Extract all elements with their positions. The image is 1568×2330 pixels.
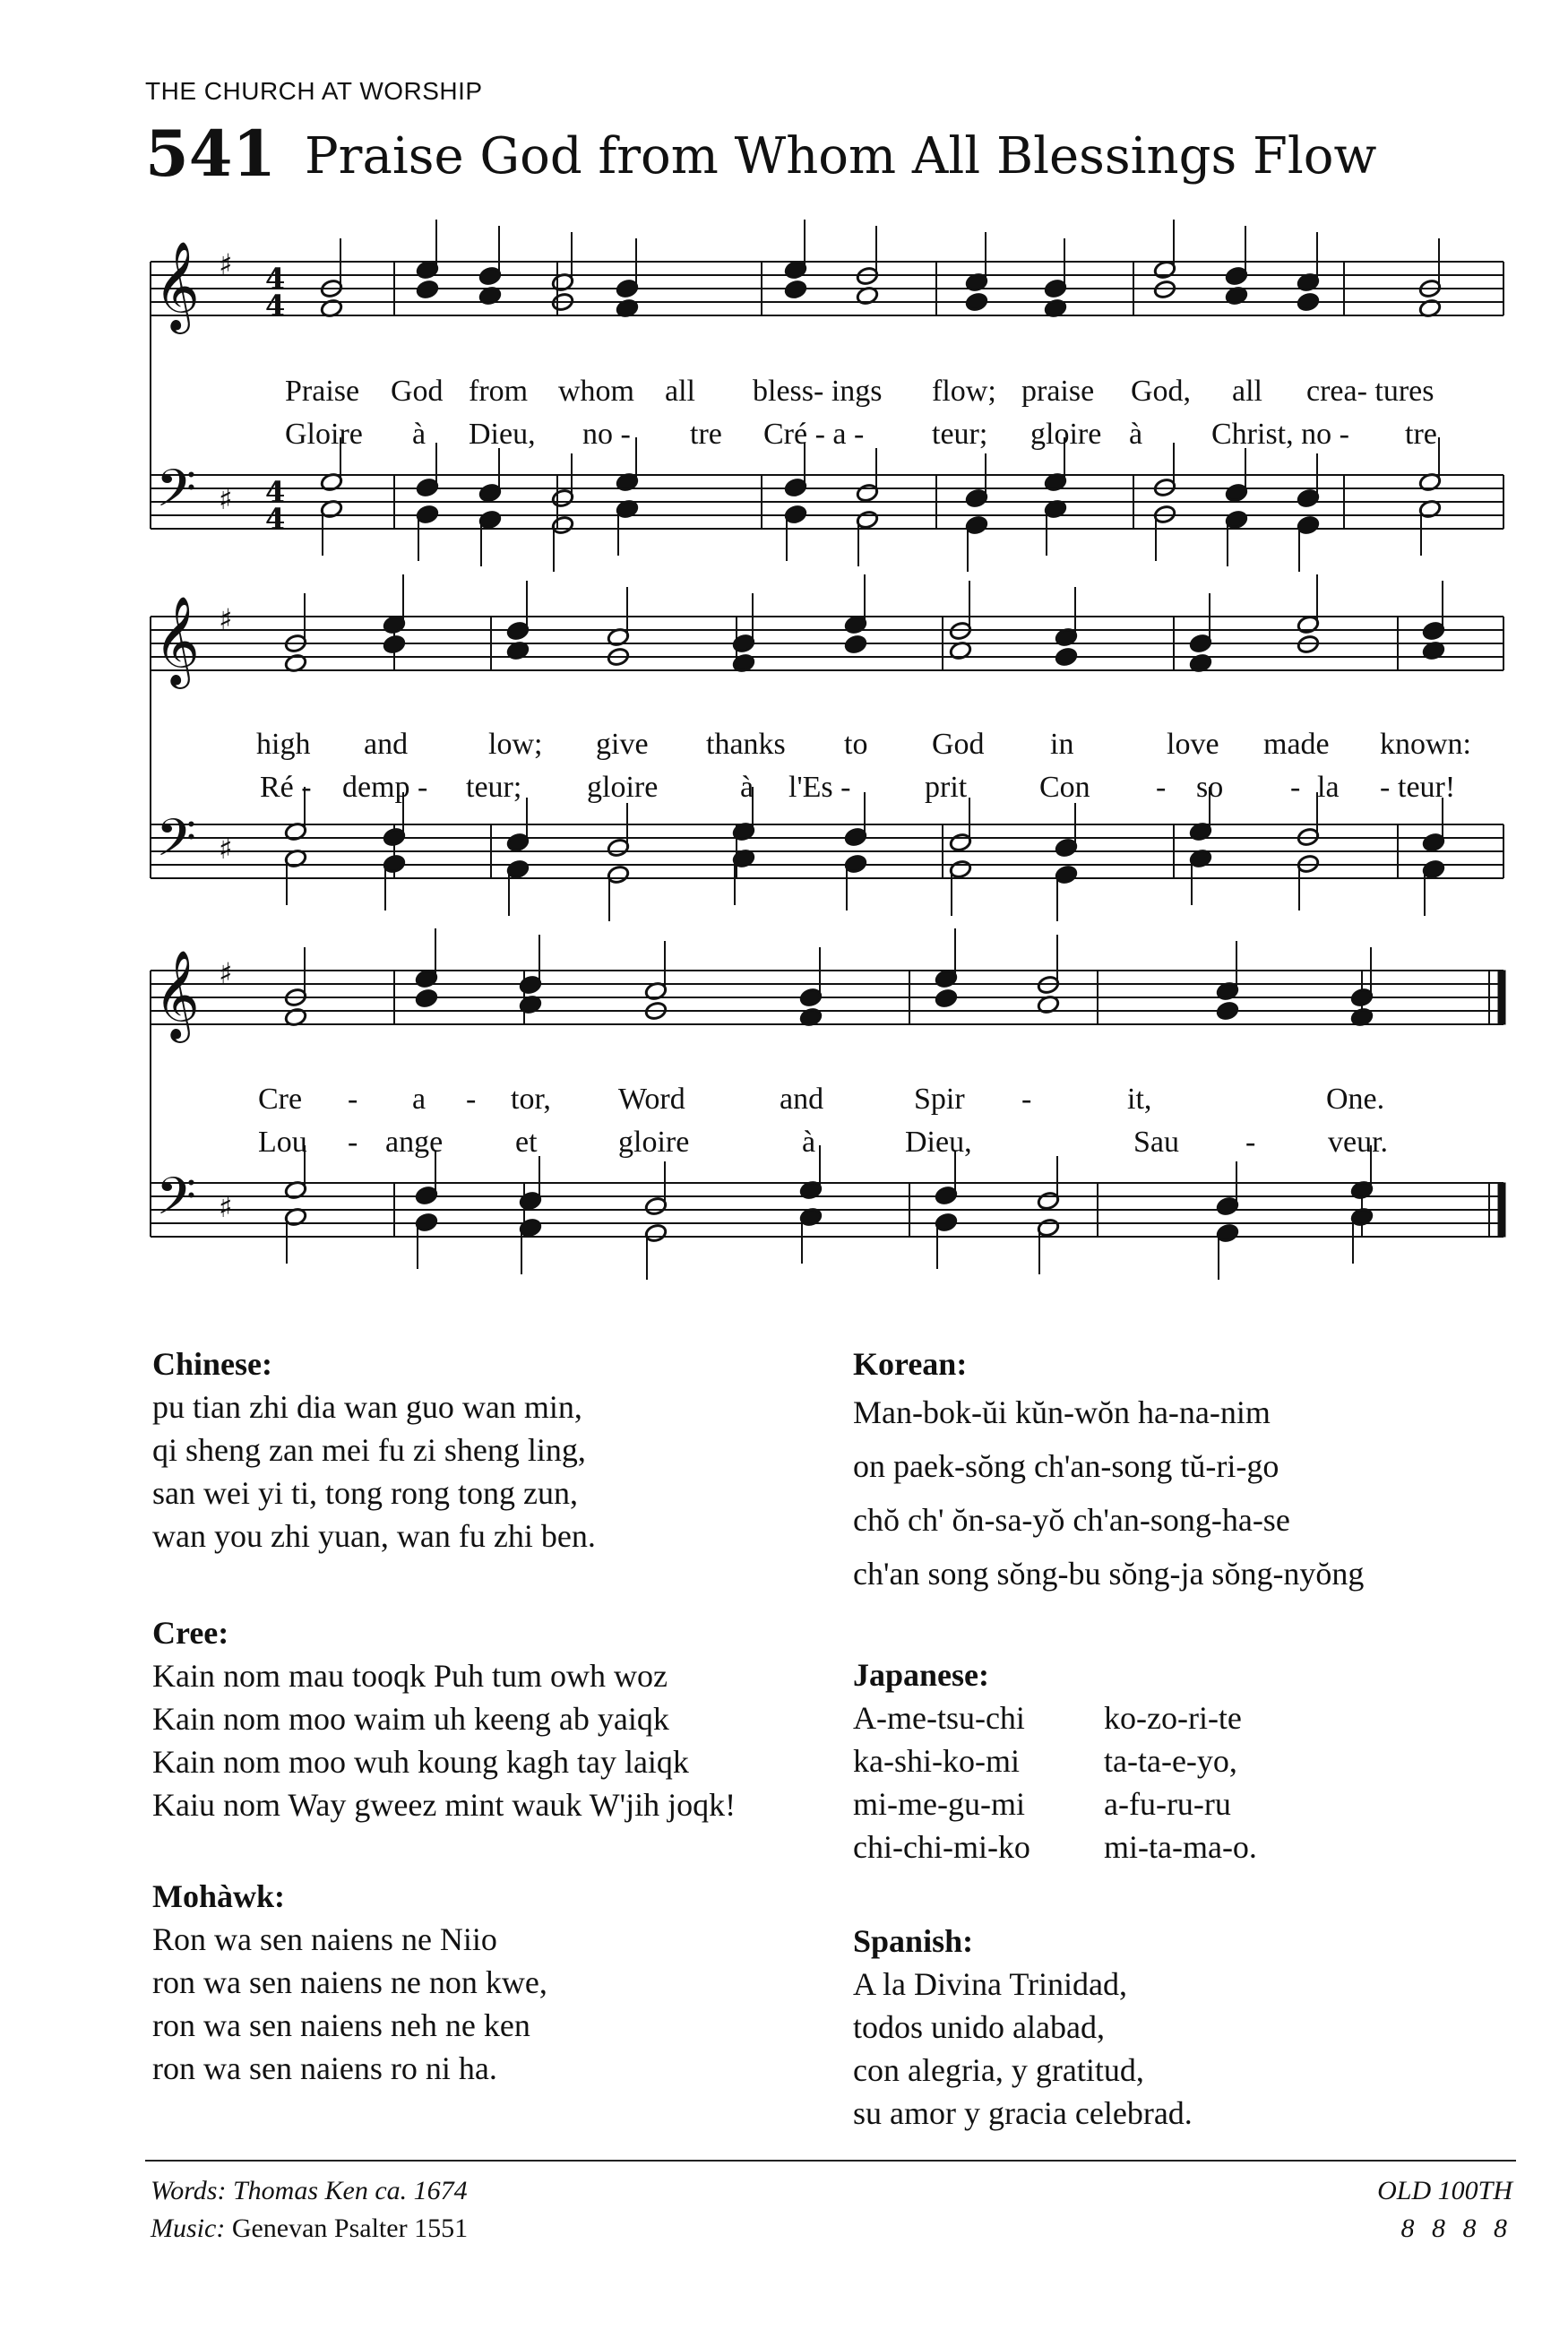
verse-line: qi sheng zan mei fu zi sheng ling, xyxy=(152,1432,586,1468)
lyric-fr: gloire xyxy=(618,1126,690,1159)
lyric-fr: so xyxy=(1196,771,1224,804)
lyric-en: love xyxy=(1167,728,1219,761)
time-sig-den: 4 xyxy=(265,289,286,323)
tune-meter: 8 8 8 8 xyxy=(1400,2214,1512,2243)
time-sig-num: 4 xyxy=(265,262,286,296)
bass-clef-icon: 𝄢 xyxy=(156,458,197,531)
verse-line: pu tian zhi dia wan guo wan min, xyxy=(152,1389,582,1425)
verse-label: Spanish: xyxy=(853,1923,974,1959)
treble-note xyxy=(383,634,406,655)
sharp-icon: ♯ xyxy=(219,1190,233,1224)
verse-line: su amor y gracia celebrad. xyxy=(853,2095,1193,2131)
treble-clef-icon: 𝄞 xyxy=(154,241,200,331)
verse-line: a-fu-ru-ru xyxy=(1104,1786,1231,1822)
verse-label: Korean: xyxy=(853,1346,968,1382)
verse-line: ka-shi-ko-mi xyxy=(853,1743,1020,1779)
lyric-fr: tre xyxy=(690,418,722,451)
bass-clef-icon: 𝄢 xyxy=(156,1166,197,1239)
treble-note xyxy=(415,988,438,1009)
verse-line: A la Divina Trinidad, xyxy=(853,1966,1128,2002)
verse-line: ron wa sen naiens neh ne ken xyxy=(152,2007,530,2043)
lyric-en: - xyxy=(348,1083,358,1116)
treble-note xyxy=(844,634,867,655)
sharp-icon: ♯ xyxy=(219,956,233,990)
lyric-fr: ange xyxy=(385,1126,444,1159)
credit-music xyxy=(151,2214,468,2244)
lyric-en: to xyxy=(844,728,868,761)
footer-rule xyxy=(145,2160,1516,2162)
verse-line: chi-chi-mi-ko xyxy=(853,1829,1030,1865)
treble-clef-icon: 𝄞 xyxy=(154,596,200,686)
hymn-title: Praise God from Whom All Blessings Flow xyxy=(305,127,1377,186)
lyric-en: bless- ings xyxy=(753,375,883,408)
lyric-fr: - xyxy=(1380,771,1391,804)
lyric-fr: à xyxy=(412,418,426,451)
lyric-en: praise xyxy=(1021,375,1095,408)
verse-chinese xyxy=(152,1342,833,1558)
lyric-en: a xyxy=(412,1083,426,1116)
verse-line: ta-ta-e-yo, xyxy=(1104,1743,1237,1779)
lyric-fr: et xyxy=(515,1126,538,1159)
lyric-en: Spir xyxy=(914,1083,965,1116)
verse-label: Cree: xyxy=(152,1615,229,1651)
lyric-fr: demp - xyxy=(342,771,428,804)
lyric-fr: Dieu, xyxy=(905,1126,972,1159)
verse-line: mi-ta-ma-o. xyxy=(1104,1829,1257,1865)
verse-line: ko-zo-ri-te xyxy=(1104,1700,1242,1736)
lyric-en: tor, xyxy=(511,1083,551,1116)
verse-line: Kain nom moo wuh koung kagh tay laiqk xyxy=(152,1744,689,1780)
treble-note xyxy=(1297,292,1320,313)
verse-line: Kain nom moo waim uh keeng ab yaiqk xyxy=(152,1701,669,1737)
lyric-en: all xyxy=(1232,375,1262,408)
lyric-en: whom xyxy=(558,375,634,408)
treble-note xyxy=(784,280,807,300)
lyric-en: made xyxy=(1263,728,1330,761)
tune-name: OLD 100TH xyxy=(1377,2176,1512,2205)
lyric-en: Word xyxy=(618,1083,685,1116)
time-sig-num: 4 xyxy=(265,475,286,509)
lyric-en: One. xyxy=(1326,1083,1385,1116)
lyric-fr: à xyxy=(802,1126,816,1159)
lyric-en: crea- tures xyxy=(1306,375,1434,408)
verse-line: on paek-sŏng ch'an-song tŭ-ri-go xyxy=(853,1448,1279,1484)
lyric-fr: gloire xyxy=(1030,418,1102,451)
verse-line: A-me-tsu-chi xyxy=(853,1700,1025,1736)
lyric-fr: teur; xyxy=(932,418,988,451)
lyric-en: - xyxy=(1021,1083,1032,1116)
lyric-fr: Gloire xyxy=(285,418,363,451)
verse-cree xyxy=(152,1611,833,1826)
sharp-icon: ♯ xyxy=(219,832,233,866)
time-sig-den: 4 xyxy=(265,502,286,536)
lyric-en: - xyxy=(466,1083,477,1116)
lyric-en: it, xyxy=(1127,1083,1152,1116)
lyric-fr: - xyxy=(1156,771,1167,804)
verse-line: Man-bok-ŭi kŭn-wŏn ha-na-nim xyxy=(853,1394,1271,1430)
lyric-en: all xyxy=(665,375,695,408)
lyric-en: and xyxy=(780,1083,824,1116)
lyric-fr: teur; xyxy=(466,771,522,804)
verse-line: san wei yi ti, tong rong tong zun, xyxy=(152,1475,578,1511)
final-barline xyxy=(1498,1183,1505,1237)
lyric-en: give xyxy=(596,728,649,761)
lyric-fr: - xyxy=(1245,1126,1256,1159)
hymn-number: 541 xyxy=(145,116,277,191)
words-author: Thomas Ken ca. 1674 xyxy=(232,2176,468,2205)
verse-label: Mohàwk: xyxy=(152,1878,286,1914)
verse-line: chŏ ch' ŏn-sa-yŏ ch'an-song-ha-se xyxy=(853,1502,1290,1538)
lyric-fr: Dieu, xyxy=(469,418,536,451)
verse-line: mi-me-gu-mi xyxy=(853,1786,1025,1822)
verse-line: todos unido alabad, xyxy=(853,2009,1105,2045)
lyric-fr: teur! xyxy=(1398,771,1456,804)
lyric-en: God xyxy=(932,728,985,761)
lyric-en: God, xyxy=(1131,375,1192,408)
lyric-en: God xyxy=(391,375,444,408)
verse-line: ch'an song sŏng-bu sŏng-ja sŏng-nyŏng xyxy=(853,1556,1365,1592)
lyric-en: flow; xyxy=(932,375,996,408)
verse-spanish xyxy=(853,1920,1498,2135)
treble-note xyxy=(1055,647,1078,668)
treble-note xyxy=(965,292,988,313)
lyric-en: and xyxy=(364,728,409,761)
verse-line: ron wa sen naiens ne non kwe, xyxy=(152,1964,547,2000)
lyric-en: known: xyxy=(1380,728,1471,761)
lyric-fr: gloire xyxy=(587,771,659,804)
lyric-en: thanks xyxy=(706,728,786,761)
credit-words xyxy=(151,2176,468,2206)
lyric-fr: prit xyxy=(925,771,968,804)
verse-line: con alegria, y gratitud, xyxy=(853,2052,1144,2088)
words-label: Words: xyxy=(151,2176,227,2205)
treble-clef-icon: 𝄞 xyxy=(154,950,200,1040)
final-barline xyxy=(1498,971,1505,1024)
verse-japanese xyxy=(853,1653,1498,1868)
section-label: THE CHURCH AT WORSHIP xyxy=(145,77,483,105)
lyric-fr: Sau xyxy=(1133,1126,1179,1159)
lyric-en: high xyxy=(256,728,311,761)
lyric-en: from xyxy=(469,375,529,408)
lyric-fr: Lou xyxy=(258,1126,307,1159)
lyric-fr: l'Es - xyxy=(788,771,851,804)
music-source: Genevan Psalter 1551 xyxy=(231,2214,469,2243)
treble-note xyxy=(935,988,958,1009)
lyric-en: Cre xyxy=(258,1083,303,1116)
verse-line: Kaiu nom Way gweez mint wauk W'jih joqk! xyxy=(152,1787,737,1823)
sharp-icon: ♯ xyxy=(219,602,233,636)
lyric-fr: la xyxy=(1317,771,1340,804)
verse-label: Japanese: xyxy=(853,1657,989,1693)
verse-line: ron wa sen naiens ro ni ha. xyxy=(152,2050,497,2086)
japanese-grid xyxy=(853,1696,1498,1868)
lyric-en: low; xyxy=(488,728,543,761)
lyric-fr: - xyxy=(348,1126,358,1159)
lyric-fr: Ré - xyxy=(260,771,312,804)
sharp-icon: ♯ xyxy=(219,247,233,281)
verse-label: Chinese: xyxy=(152,1346,272,1382)
sharp-icon: ♯ xyxy=(219,482,233,516)
verse-line: Ron wa sen naiens ne Niio xyxy=(152,1921,497,1957)
lyric-fr: Cré - a - xyxy=(763,418,865,451)
lyric-fr: à xyxy=(1129,418,1143,451)
verse-mohawk xyxy=(152,1875,833,2090)
lyric-fr: tre xyxy=(1405,418,1437,451)
lyric-fr: veur. xyxy=(1328,1126,1389,1159)
lyric-en: in xyxy=(1050,728,1074,761)
verse-korean xyxy=(853,1342,1498,1601)
lyric-fr: - xyxy=(1290,771,1301,804)
lyric-fr: Christ, no - xyxy=(1211,418,1349,451)
treble-note xyxy=(1216,1001,1239,1022)
treble-note xyxy=(416,280,439,300)
bass-clef-icon: 𝄢 xyxy=(156,807,197,881)
lyric-fr: à xyxy=(740,771,754,804)
music-label: Music: xyxy=(151,2214,226,2243)
verse-line: Kain nom mau tooqk Puh tum owh woz xyxy=(152,1658,668,1694)
lyric-en: Praise xyxy=(285,375,360,408)
verse-line: wan you zhi yuan, wan fu zhi ben. xyxy=(152,1518,596,1554)
lyric-fr: no - xyxy=(582,418,631,451)
lyric-fr: Con xyxy=(1039,771,1090,804)
